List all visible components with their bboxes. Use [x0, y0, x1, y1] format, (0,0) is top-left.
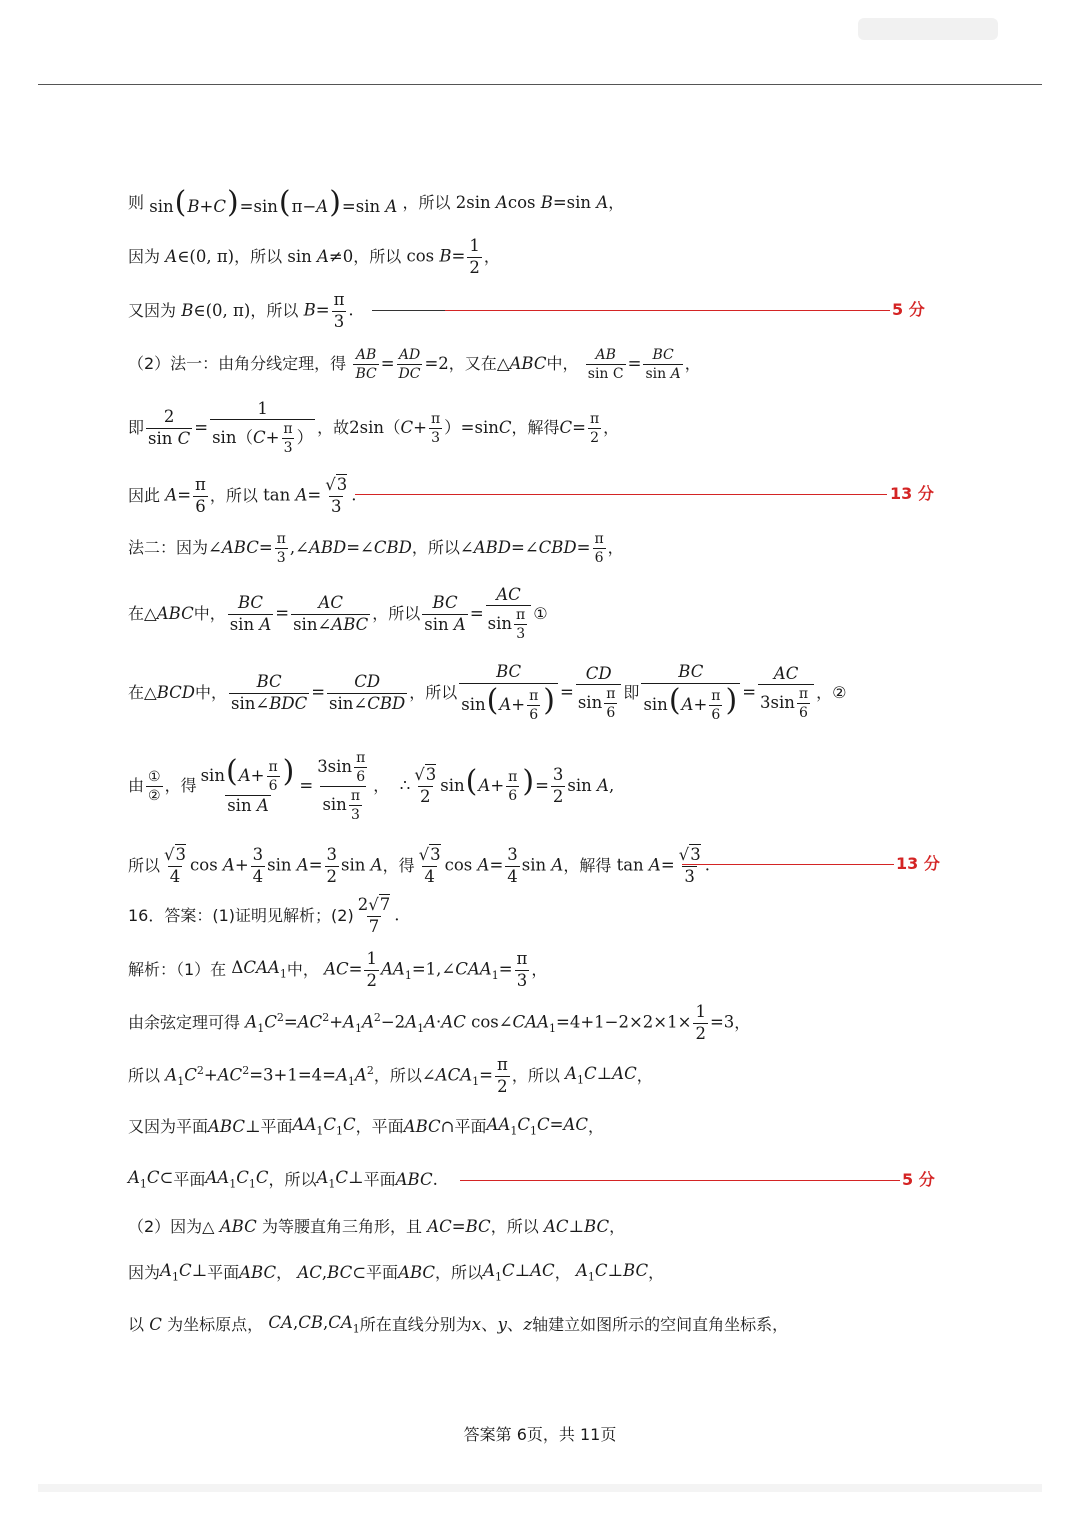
text: 解析：（1）在 — [128, 960, 227, 979]
text: ，所以 — [209, 486, 258, 505]
text: 中， — [546, 354, 579, 373]
text: ， — [276, 1263, 293, 1282]
text: 即 — [623, 683, 640, 702]
solution-line-7 — [128, 518, 624, 578]
formula: $A_1C\perp BC$ — [575, 1261, 649, 1284]
text: ， — [636, 1066, 653, 1085]
formula: AC,BC⊂ — [297, 1262, 367, 1282]
formula: AC⊥BC — [543, 1216, 610, 1236]
formula: $A_1C\subset$ — [128, 1168, 174, 1191]
text: 因为 — [128, 247, 161, 266]
text: 又因为 — [128, 301, 177, 320]
text: ， — [609, 1217, 626, 1236]
text: 由 — [128, 776, 145, 795]
formula: A∈(0, π) — [165, 246, 235, 266]
text: 平面 — [173, 1170, 206, 1189]
text: ，所以 — [511, 1066, 560, 1085]
text: ， — [373, 776, 390, 795]
page-footer: 答案第 6页，共 11页 — [463, 1425, 617, 1444]
formula: AC=BC — [427, 1216, 491, 1236]
formula: cos B= $\frac{1}{2}$ — [401, 236, 480, 277]
formula: $A_1C\perp$ — [316, 1168, 364, 1191]
formula: △BCD — [144, 682, 196, 702]
text: 平面 — [363, 1170, 396, 1189]
score-label-1: 5 分 — [892, 300, 925, 319]
text: 所在直线分别为 — [359, 1315, 472, 1334]
solution-line-8 — [128, 584, 548, 644]
text: 在 — [128, 604, 145, 623]
text: 又因为平面 — [128, 1117, 209, 1136]
formula: ABC — [398, 1262, 436, 1282]
formula: ∠ABD=∠CBD= $\frac{\pi}{6}$ — [459, 530, 604, 566]
solution-line-10 — [128, 738, 614, 834]
formula: A= $\frac{\pi}{6}$ — [165, 475, 206, 516]
text: ，又在 — [448, 354, 497, 373]
formula: $AA_1C_1C$ — [292, 1115, 356, 1138]
formula: BC sin(A+ $\frac{\pi}{6}$ ) = CD sin $\frac{\pi}{6}$ — [457, 664, 623, 722]
text: 因此 — [128, 486, 161, 505]
score-label-2: 13 分 — [890, 484, 934, 503]
formula: ABC∩ — [403, 1116, 455, 1136]
formula: $AA_1C_1C$ — [205, 1168, 269, 1191]
text: ， — [483, 247, 500, 266]
text: ，所以 — [411, 538, 460, 557]
text: 平面 — [366, 1263, 399, 1282]
formula: BC sin(A+ $\frac{\pi}{6}$ ) = AC 3sin $\frac{\pi}{6}$ — [639, 664, 816, 722]
text: 法二：因为 — [128, 538, 209, 557]
solution-line-9 — [128, 645, 846, 741]
solution-line-19 — [128, 1243, 664, 1303]
text: ， — [587, 1117, 604, 1136]
text: 16．答案：(1)证明见解析；(2) — [128, 906, 354, 925]
text: ，所以 — [234, 247, 283, 266]
bottom-edge — [38, 1484, 1042, 1492]
text: ， — [734, 1013, 751, 1032]
text: 在 — [128, 683, 145, 702]
text: 平面 — [454, 1117, 487, 1136]
formula: ABC. — [395, 1169, 438, 1189]
formula: B∈(0, π) — [181, 300, 251, 320]
text: ，所以 — [268, 1170, 317, 1189]
formula: $\frac{BC}{\text{sin∠BDC}}$ = $\frac{CD}{\text{sin∠CBD}}$ — [231, 672, 406, 713]
text: 以 — [128, 1315, 145, 1334]
text: ，故 — [317, 418, 350, 437]
text: ， — [608, 193, 625, 212]
formula: $\frac{AB}{\text{sin C}}$ = $\frac{BC}{\text{sin A}}$ — [587, 346, 681, 382]
text: 所以 — [128, 1066, 161, 1085]
formula: $A_1C\perp AC$ — [565, 1064, 637, 1087]
formula: sin(A+ $\frac{\pi}{6}$ ) sin A = 3sin $\frac{\pi}{6}$ sin $\frac{\pi}{3}$ — [200, 749, 366, 823]
formula: 2sin（C+ $\frac{\pi}{3}$ ）=sinC — [349, 410, 512, 446]
formula: $A_1C^2=AC^2+A_1A^2-2A_1A\cdot AC$ $\cos\angle CAA_1=4+1-2\times 2\times 1\times$ $\frac{1}{2}$ =3 — [245, 1002, 735, 1043]
formula: x、y、z — [471, 1314, 533, 1334]
formula: $\Delta CAA_1$ — [226, 958, 287, 981]
formula: B= $\frac{\pi}{3}$ . — [303, 290, 354, 331]
formula: ABC — [219, 1216, 257, 1236]
formula: $\frac{BC}{\text{sin A}}$ = AC sin $\frac{\pi}{3}$ — [420, 587, 533, 642]
solution-line-1 — [128, 173, 624, 233]
formula: sin(B+C)=sin(π−A)=sin A — [144, 185, 398, 220]
formula: $A_1C\perp$ — [160, 1261, 208, 1284]
text: 所以 — [128, 856, 161, 875]
text: ， — [531, 960, 548, 979]
text: ，所以 — [373, 1066, 422, 1085]
solution-line-13 — [128, 940, 547, 1000]
text: ，解得 — [511, 418, 560, 437]
solution-line-20 — [128, 1295, 788, 1355]
score-rule-2 — [355, 494, 887, 495]
text: 则 — [128, 193, 145, 212]
text: 中， — [193, 604, 226, 623]
text: ，得 — [164, 776, 197, 795]
solution-line-6 — [128, 466, 357, 526]
formula: $\frac{√3}{4}$ cos A+ $\frac{3}{4}$ sin A= $\frac{3}{2}$ sin A — [164, 845, 383, 886]
formula: tan A= $\frac{√3}{3}$ . — [257, 475, 357, 516]
text: ，所以 — [250, 301, 299, 320]
text: 平面 — [207, 1263, 240, 1282]
text: 为等腰直角三角形，且 — [261, 1217, 422, 1236]
formula: $\angle ACA_1=$ $\frac{\pi}{2}$ — [421, 1055, 508, 1096]
text: 即 — [128, 418, 145, 437]
formula: $\frac{2√7}{7}$ . — [357, 895, 400, 936]
formula: $A_1C\perp AC$ — [483, 1261, 555, 1284]
text: 轴建立如图所示的空间直角坐标系， — [532, 1315, 789, 1334]
text: ， — [554, 1263, 571, 1282]
solution-line-5 — [128, 398, 619, 458]
formula: ∠ABC= $\frac{\pi}{3}$ ,∠ABD=∠CBD — [208, 530, 412, 566]
text: ，平面 — [355, 1117, 404, 1136]
formula: $\frac{BC}{\text{sin A}}$ = $\frac{AC}{\text{sin∠ABC}}$ — [229, 593, 369, 634]
text: ，得 — [382, 856, 415, 875]
text: ，所以 — [372, 604, 421, 623]
text: ，② — [816, 683, 847, 702]
text: 中， — [286, 960, 319, 979]
formula: ∴ $\frac{√3}{2}$ sin(A+ $\frac{\pi}{6}$ )= $\frac{3}{2}$ sin A, — [389, 763, 615, 806]
formula: C — [149, 1314, 162, 1334]
solution-line-16 — [128, 1097, 604, 1157]
text: ， — [648, 1263, 665, 1282]
text: （2）法一：由角分线定理，得 — [128, 354, 347, 373]
text: ， — [607, 538, 624, 557]
solution-line-2 — [128, 227, 500, 287]
formula: ABC⊥ — [208, 1116, 261, 1136]
text: ， — [603, 418, 620, 437]
text: ，所以 — [409, 683, 458, 702]
text: ，解得 — [563, 856, 612, 875]
formula: ABC — [239, 1262, 277, 1282]
text: （2）因为△ — [128, 1217, 215, 1236]
score-label-3: 13 分 — [896, 854, 940, 873]
formula: 2sin Acos B=sin A — [450, 192, 609, 212]
formula: △ABC — [144, 603, 194, 623]
formula: $\frac{\text{①}}{\text{②}}$ — [148, 768, 161, 804]
formula: tan A= $\frac{√3}{3}$ . — [611, 845, 710, 886]
text: ① — [533, 604, 548, 623]
formula: $\frac{2}{\text{sin C}}$ = 1 sin（C+ $\frac{\pi}{3}$ ） — [148, 398, 314, 457]
solution-line-14 — [128, 993, 750, 1053]
header-rule — [38, 84, 1042, 85]
score-rule-3 — [682, 864, 894, 865]
formula: △ABC — [496, 353, 547, 373]
solution-line-4 — [128, 334, 701, 394]
formula: AC= $\frac{1}{2}$ $AA_1=1,\angle CAA_1=$ $\frac{\pi}{3}$ — [324, 949, 528, 990]
text: ，所以 — [435, 1263, 484, 1282]
formula: $CA,CB,CA_1$ — [268, 1313, 360, 1336]
text: ，所以 — [490, 1217, 539, 1236]
text: 由余弦定理可得 — [128, 1013, 241, 1032]
formula: sin A≠0 — [282, 246, 354, 266]
text: ，所以 — [402, 193, 451, 212]
text: 因为 — [128, 1263, 161, 1282]
text: 为坐标原点， — [167, 1315, 264, 1334]
formula: $\frac{AB}{BC}$ = $\frac{AD}{DC}$ =2 — [355, 346, 449, 382]
formula: C= $\frac{\pi}{2}$ — [559, 410, 600, 446]
text: 中， — [195, 683, 228, 702]
text: ，所以 — [353, 247, 402, 266]
score-rule-1 — [445, 310, 890, 311]
solution-line-3 — [128, 281, 354, 341]
blurred-corner-mark — [858, 18, 998, 40]
score-rule-4 — [460, 1180, 900, 1181]
formula: $AA_1C_1C=AC$ — [486, 1115, 588, 1138]
answer-line-16 — [128, 886, 399, 946]
formula: $A_1C^2+AC^2=3+1=4=A_1A^2$ — [165, 1064, 374, 1088]
formula: $\frac{√3}{4}$ cos A= $\frac{3}{4}$ sin A — [418, 845, 564, 886]
score-label-4: 5 分 — [902, 1170, 935, 1189]
text: 平面 — [260, 1117, 293, 1136]
text: ， — [684, 354, 701, 373]
